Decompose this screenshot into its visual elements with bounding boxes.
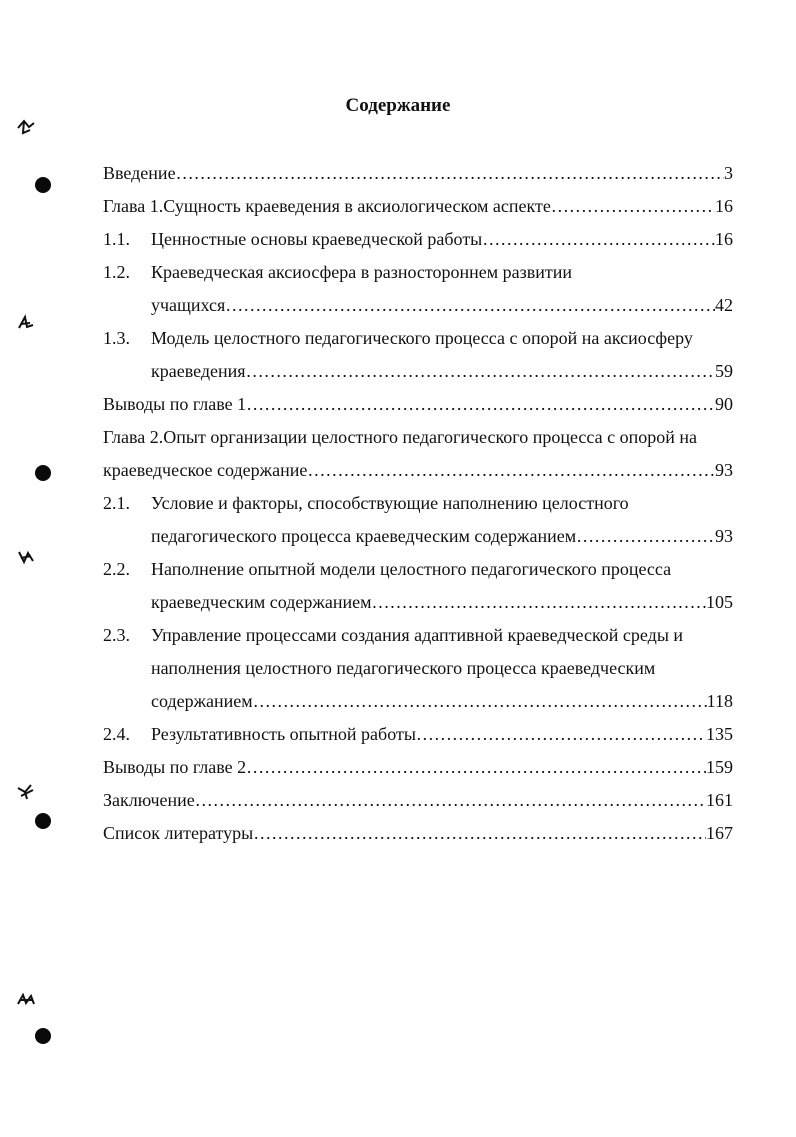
- toc-section-number: 2.3.: [103, 625, 130, 645]
- toc-entry-text: Глава 1.Сущность краеведения в аксиологическом аспекте: [103, 196, 551, 216]
- toc-section-number: 1.1.: [103, 229, 130, 249]
- toc-entry-text-cont: краеведческое содержание: [103, 460, 308, 480]
- toc-leader-dots: [482, 224, 715, 254]
- toc-leader-dots: [576, 521, 715, 551]
- toc-page-number: 42: [715, 295, 733, 315]
- toc-entry-chapter-2: [103, 455, 733, 485]
- toc-entry-text: Управление процессами создания адаптивной краеведческой среды и: [151, 625, 684, 645]
- toc-entry-conclusion: [103, 785, 733, 815]
- toc-page-number: 159: [706, 757, 733, 777]
- toc-entry-section-1-1: [151, 224, 733, 254]
- toc-entry-text: Выводы по главе 1: [103, 394, 247, 414]
- toc-section-number: 1.2.: [103, 262, 130, 282]
- toc-leader-dots: [371, 587, 706, 617]
- toc-entry-text-cont: учащихся: [151, 295, 226, 315]
- scribble-mark-icon: [15, 990, 37, 1010]
- toc-page-number: 135: [706, 724, 733, 744]
- toc-entry-chapter-1: [103, 191, 733, 221]
- toc-entry-text-cont: краеведческим содержанием: [151, 592, 372, 612]
- toc-entry-text: Модель целостного педагогического процесса с опорой на аксиосферу: [151, 328, 693, 348]
- scribble-mark-icon: [15, 118, 37, 138]
- toc-leader-dots: [246, 752, 706, 782]
- toc-leader-dots: [176, 158, 724, 188]
- toc-section-number: 1.3.: [103, 328, 130, 348]
- toc-entry-introduction: [103, 158, 733, 188]
- toc-page-number: 93: [715, 526, 733, 546]
- scribble-mark-icon: [15, 548, 37, 568]
- scribble-mark-icon: [15, 313, 37, 333]
- toc-leader-dots: [253, 818, 706, 848]
- toc-section-number: 2.4.: [103, 724, 130, 744]
- toc-entry-text: Наполнение опытной модели целостного педагогического процесса: [151, 559, 672, 579]
- scribble-mark-icon: [15, 782, 37, 802]
- toc-entry-section-2-4: [151, 719, 733, 749]
- toc-leader-dots: [246, 389, 715, 419]
- toc-entry-text: Выводы по главе 2: [103, 757, 247, 777]
- toc-page-number: 93: [715, 460, 733, 480]
- toc-page-number: 161: [706, 790, 733, 810]
- toc-entry-text-cont: педагогического процесса краеведческим содержанием: [151, 526, 577, 546]
- toc-entry-section-2-2: [151, 587, 733, 617]
- toc-entry-text-cont: краеведения: [151, 361, 246, 381]
- toc-page-number: 16: [715, 229, 733, 249]
- toc-page-number: 16: [715, 196, 733, 216]
- toc-leader-dots: [253, 686, 707, 716]
- punch-hole-mark: [35, 465, 51, 481]
- toc-leader-dots: [225, 290, 715, 320]
- toc-entry-section-1-3: [151, 356, 733, 386]
- toc-entry-text-cont: наполнения целостного педагогического процесса краеведческим: [151, 658, 656, 678]
- toc-entry-text: Условие и факторы, способствующие наполнению целостного: [151, 493, 629, 513]
- toc-entry-section-1-2: [151, 290, 733, 320]
- toc-entry-text: Результативность опытной работы: [151, 724, 416, 744]
- toc-page-number: 167: [706, 823, 733, 843]
- punch-hole-mark: [35, 1028, 51, 1044]
- toc-entry-text-cont: содержанием: [151, 691, 253, 711]
- toc-entry-text: Введение: [103, 163, 176, 183]
- toc-entry-conclusions-1: [103, 389, 733, 419]
- toc-leader-dots: [307, 455, 715, 485]
- toc-entry-text: Глава 2.Опыт организации целостного педагогического процесса с опорой на: [103, 427, 697, 447]
- toc-section-number: 2.2.: [103, 559, 130, 579]
- toc-page-number: 3: [724, 163, 733, 183]
- toc-entry-text: Заключение: [103, 790, 195, 810]
- toc-entry-text: Список литературы: [103, 823, 254, 843]
- toc-page-number: 118: [706, 691, 733, 711]
- toc-entry-section-2-3: [151, 686, 733, 716]
- toc-leader-dots: [195, 785, 706, 815]
- toc-leader-dots: [416, 719, 706, 749]
- toc-page-number: 59: [715, 361, 733, 381]
- toc-entry-bibliography: [103, 818, 733, 848]
- punch-hole-mark: [35, 177, 51, 193]
- toc-leader-dots: [551, 191, 715, 221]
- toc-entry-conclusions-2: [103, 752, 733, 782]
- toc-section-number: 2.1.: [103, 493, 130, 513]
- toc-entry-text: Краеведческая аксиосфера в разностороннем развитии: [151, 262, 573, 282]
- toc-leader-dots: [246, 356, 715, 386]
- toc-title: Содержание: [345, 95, 451, 116]
- punch-hole-mark: [35, 813, 51, 829]
- toc-page-number: 105: [706, 592, 733, 612]
- toc-page-number: 90: [715, 394, 733, 414]
- toc-entry-section-2-1: [151, 521, 733, 551]
- toc-entry-text: Ценностные основы краеведческой работы: [151, 229, 483, 249]
